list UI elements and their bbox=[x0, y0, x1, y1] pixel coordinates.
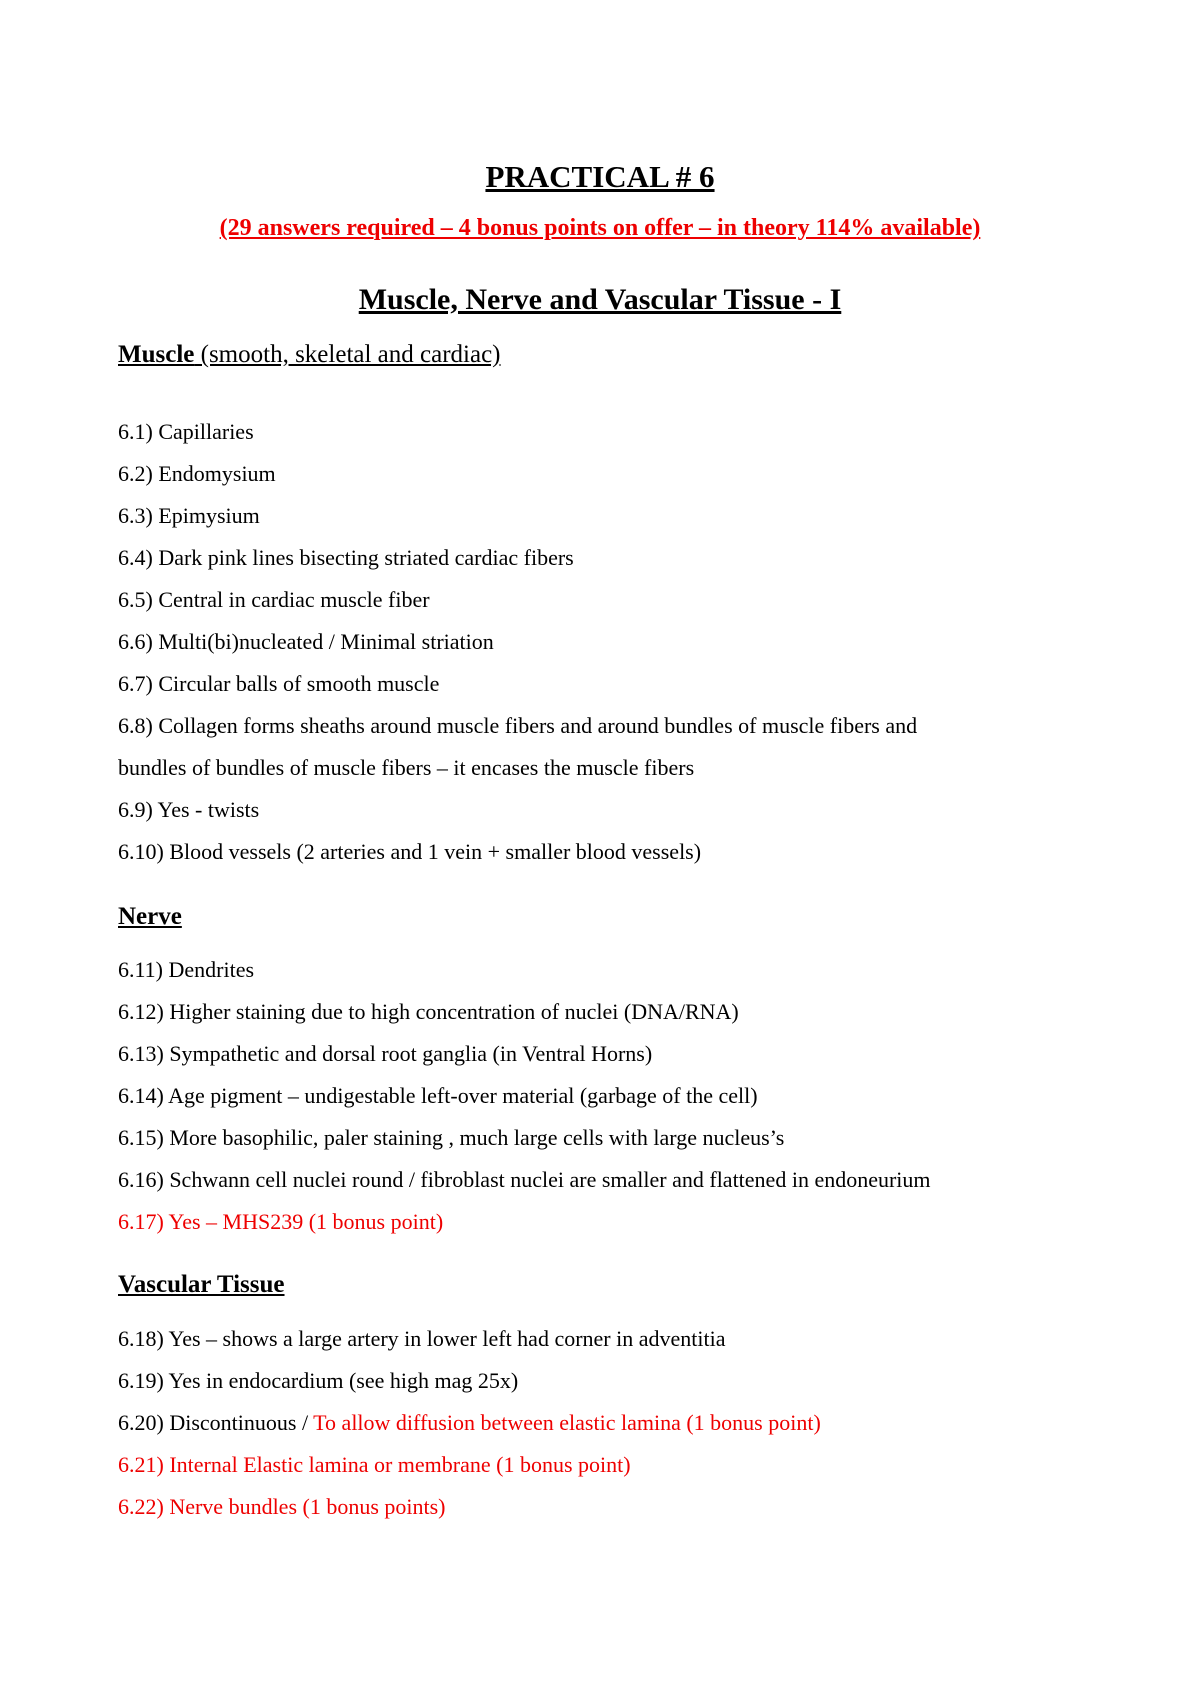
answer-6-22: 6.22) Nerve bundles (1 bonus points) bbox=[118, 1494, 446, 1519]
answer-6-16: 6.16) Schwann cell nuclei round / fibroblast nuclei are smaller and flattened in endoneurium bbox=[118, 1167, 931, 1192]
answer-6-7: 6.7) Circular balls of smooth muscle bbox=[118, 671, 440, 696]
answer-6-9: 6.9) Yes - twists bbox=[118, 797, 260, 822]
answer-6-17: 6.17) Yes – MHS239 (1 bonus point) bbox=[118, 1209, 444, 1234]
subtitle-note: (29 answers required – 4 bonus points on offer – in theory 114% available) bbox=[219, 215, 981, 241]
page-title: PRACTICAL # 6 bbox=[485, 159, 715, 194]
answer-6-4: 6.4) Dark pink lines bisecting striated cardiac fibers bbox=[118, 545, 574, 570]
nerve-section-title bbox=[118, 900, 182, 934]
muscle-section-title bbox=[118, 338, 501, 372]
answer-6-5: 6.5) Central in cardiac muscle fiber bbox=[118, 587, 430, 612]
answer-6-18: 6.18) Yes – shows a large artery in lower left had corner in adventitia bbox=[118, 1326, 726, 1351]
answer-6-20-bonus: To allow diffusion between elastic lamina (1 bonus point) bbox=[313, 1410, 821, 1435]
answer-6-21: 6.21) Internal Elastic lamina or membrane (1 bonus point) bbox=[118, 1452, 631, 1477]
answer-6-20 bbox=[118, 1408, 821, 1438]
answer-6-2: 6.2) Endomysium bbox=[118, 461, 276, 486]
answer-6-15: 6.15) More basophilic, paler staining , much large cells with large nucleus’s bbox=[118, 1125, 785, 1150]
vascular-title-bold: Vascular Tissue bbox=[118, 1271, 285, 1298]
answer-6-3: 6.3) Epimysium bbox=[118, 503, 260, 528]
answer-6-20-part1: 6.20) Discontinuous / bbox=[118, 1410, 314, 1435]
muscle-title-bold: Muscle bbox=[118, 341, 195, 368]
section-heading: Muscle, Nerve and Vascular Tissue - I bbox=[358, 283, 842, 316]
answer-6-1: 6.1) Capillaries bbox=[118, 419, 254, 444]
answer-6-6: 6.6) Multi(bi)nucleated / Minimal striation bbox=[118, 629, 494, 654]
answer-6-12: 6.12) Higher staining due to high concentration of nuclei (DNA/RNA) bbox=[118, 999, 739, 1024]
answer-6-19: 6.19) Yes in endocardium (see high mag 25x) bbox=[118, 1368, 519, 1393]
answer-6-8-continued: bundles of bundles of muscle fibers – it encases the muscle fibers bbox=[118, 755, 695, 780]
answer-6-11: 6.11) Dendrites bbox=[118, 957, 255, 982]
nerve-title-bold: Nerve bbox=[118, 903, 182, 930]
vascular-section-title bbox=[118, 1268, 285, 1302]
answer-6-8: 6.8) Collagen forms sheaths around muscle fibers and around bundles of muscle fibers and bbox=[118, 713, 918, 738]
muscle-title-suffix: (smooth, skeletal and cardiac) bbox=[194, 341, 501, 368]
answer-6-10: 6.10) Blood vessels (2 arteries and 1 vein + smaller blood vessels) bbox=[118, 839, 702, 864]
answer-6-14: 6.14) Age pigment – undigestable left-over material (garbage of the cell) bbox=[118, 1083, 758, 1108]
answer-6-13: 6.13) Sympathetic and dorsal root ganglia (in Ventral Horns) bbox=[118, 1041, 653, 1066]
